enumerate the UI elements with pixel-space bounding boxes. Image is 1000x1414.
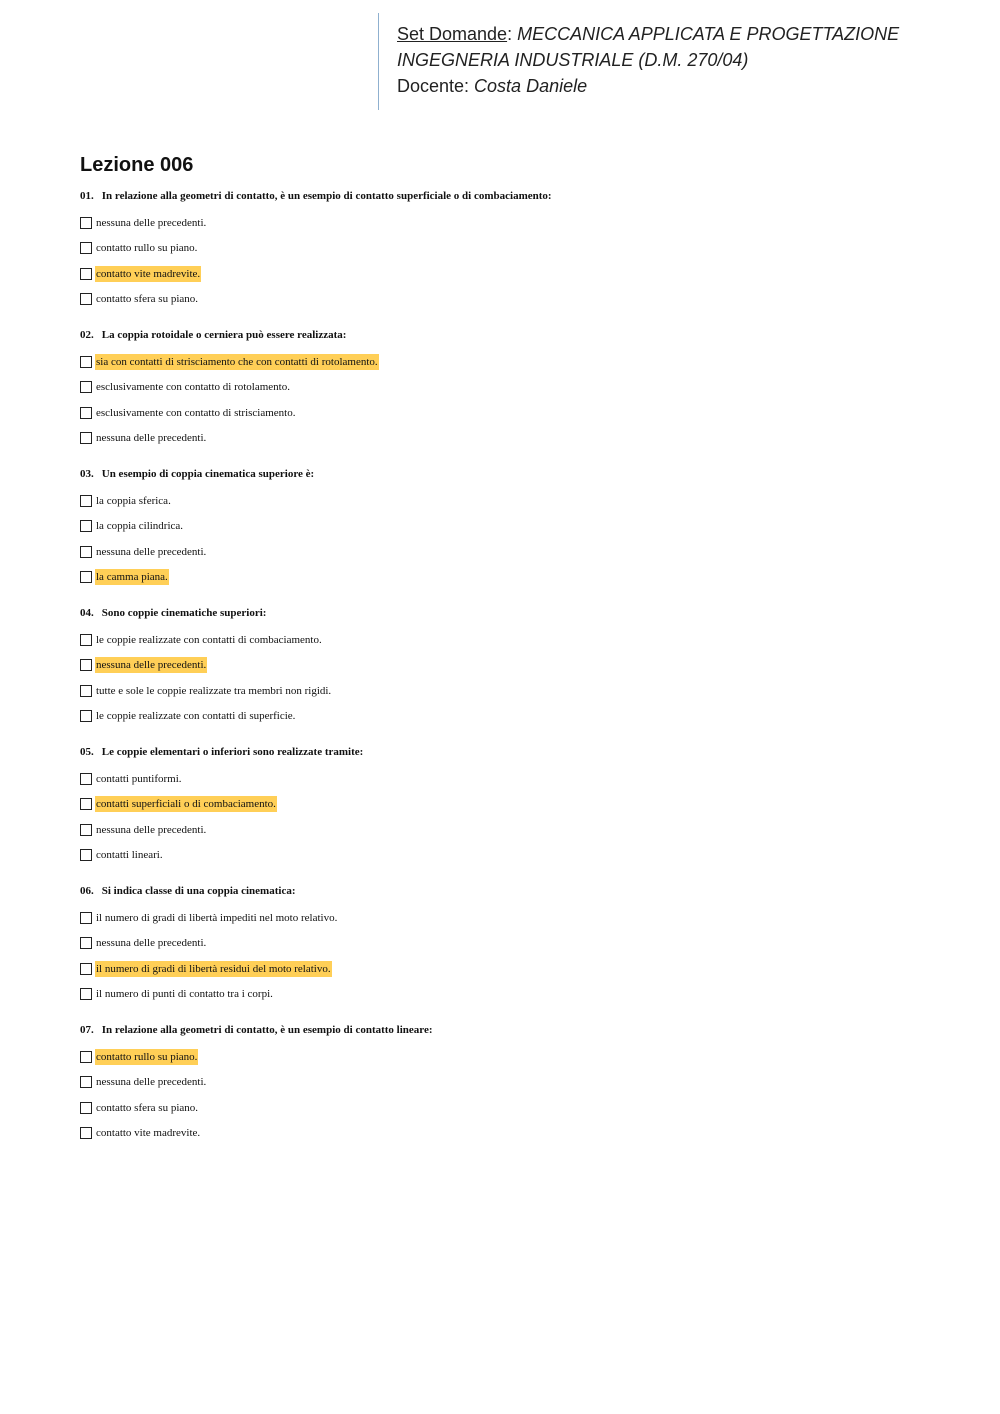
answer-checkbox[interactable] xyxy=(80,824,92,836)
question-number: 01. xyxy=(80,190,94,202)
answer-text: nessuna delle precedenti. xyxy=(96,216,207,229)
answer-text: la coppia cilindrica. xyxy=(96,520,184,533)
set-label: Set Domande xyxy=(397,24,508,44)
answer-option[interactable] xyxy=(80,653,960,679)
answer-checkbox[interactable] xyxy=(80,217,92,229)
answer-checkbox[interactable] xyxy=(80,937,92,949)
answer-option[interactable] xyxy=(80,792,960,818)
highlighted-answer-text: nessuna delle precedenti. xyxy=(96,659,207,672)
answer-checkbox[interactable] xyxy=(80,773,92,785)
answer-text: contatto sfera su piano. xyxy=(96,1101,199,1114)
answer-checkbox[interactable] xyxy=(80,912,92,924)
question-label: Un esempio di coppia cinematica superiore è: xyxy=(101,468,315,480)
answer-checkbox[interactable] xyxy=(80,963,92,975)
answer-text: nessuna delle precedenti. xyxy=(96,1076,207,1089)
answer-checkbox[interactable] xyxy=(80,634,92,646)
answer-option[interactable] xyxy=(80,704,960,730)
question-label: Sono coppie cinematiche superiori: xyxy=(101,607,267,619)
highlighted-answer-text: contatti superficiali o di combaciamento. xyxy=(96,798,276,811)
answer-option[interactable] xyxy=(80,261,960,287)
answer-option[interactable] xyxy=(80,1095,960,1121)
question-number: 04. xyxy=(80,607,94,619)
question-text xyxy=(80,743,960,761)
question-number: 05. xyxy=(80,746,94,758)
question-label: In relazione alla geometri di contatto, è un esempio di contatto superficiale o di combaciamento: xyxy=(101,190,552,202)
question-label: In relazione alla geometri di contatto, è un esempio di contatto lineare: xyxy=(101,1024,433,1036)
answer-checkbox[interactable] xyxy=(80,268,92,280)
question-block xyxy=(80,882,960,1007)
answer-option[interactable] xyxy=(80,426,960,452)
question-label: Si indica classe di una coppia cinematica: xyxy=(101,885,296,897)
highlighted-answer-text: il numero di gradi di libertà residui del moto relativo. xyxy=(96,962,331,975)
answer-text: la coppia sferica. xyxy=(96,494,171,507)
question-block xyxy=(80,187,960,312)
answer-option[interactable] xyxy=(80,1044,960,1070)
answer-option[interactable] xyxy=(80,905,960,931)
header-teacher-line xyxy=(397,73,938,99)
teacher-name: Costa Daniele xyxy=(474,76,588,96)
answer-option[interactable] xyxy=(80,488,960,514)
answer-option[interactable] xyxy=(80,539,960,565)
answer-checkbox[interactable] xyxy=(80,1076,92,1088)
answer-option[interactable] xyxy=(80,236,960,262)
answer-text: tutte e sole le coppie realizzate tra membri non rigidi. xyxy=(96,684,332,697)
question-text xyxy=(80,604,960,622)
question-text xyxy=(80,1021,960,1039)
question-number: 07. xyxy=(80,1024,94,1036)
answer-option[interactable] xyxy=(80,678,960,704)
answer-text: contatto sfera su piano. xyxy=(96,293,199,306)
answer-text: le coppie realizzate con contatti di combaciamento. xyxy=(96,633,322,646)
answer-checkbox[interactable] xyxy=(80,242,92,254)
answer-option[interactable] xyxy=(80,565,960,591)
answer-text: nessuna delle precedenti. xyxy=(96,432,207,445)
answer-option[interactable] xyxy=(80,400,960,426)
answer-option[interactable] xyxy=(80,766,960,792)
answer-text: contatti lineari. xyxy=(96,849,163,862)
question-label: La coppia rotoidale o cerniera può essere realizzata: xyxy=(101,329,347,341)
answer-checkbox[interactable] xyxy=(80,849,92,861)
answer-text: esclusivamente con contatto di strisciamento. xyxy=(96,406,296,419)
answer-checkbox[interactable] xyxy=(80,546,92,558)
set-separator: : xyxy=(507,24,513,44)
answer-text: le coppie realizzate con contatti di superficie. xyxy=(96,710,296,723)
answer-option[interactable] xyxy=(80,1070,960,1096)
answer-checkbox[interactable] xyxy=(80,356,92,368)
answer-checkbox[interactable] xyxy=(80,495,92,507)
course-title-line1: MECCANICA APPLICATA E PROGETTAZIONE xyxy=(517,24,900,44)
question-list xyxy=(80,187,960,1160)
question-number: 06. xyxy=(80,885,94,897)
question-text xyxy=(80,882,960,900)
question-text xyxy=(80,187,960,205)
answer-option[interactable] xyxy=(80,956,960,982)
answer-option[interactable] xyxy=(80,627,960,653)
answer-checkbox[interactable] xyxy=(80,571,92,583)
document-header xyxy=(378,13,938,110)
lesson-title: Lezione 006 xyxy=(80,154,194,176)
highlighted-answer-text: la camma piana. xyxy=(96,571,168,584)
question-block xyxy=(80,604,960,729)
answer-checkbox[interactable] xyxy=(80,988,92,1000)
answer-text: contatti puntiformi. xyxy=(96,772,182,785)
answer-text: il numero di gradi di libertà impediti nel moto relativo. xyxy=(96,911,338,924)
answer-checkbox[interactable] xyxy=(80,659,92,671)
answer-option[interactable] xyxy=(80,375,960,401)
answer-option[interactable] xyxy=(80,287,960,313)
question-label: Le coppie elementari o inferiori sono realizzate tramite: xyxy=(101,746,364,758)
answer-checkbox[interactable] xyxy=(80,1051,92,1063)
answer-text: il numero di punti di contatto tra i corpi. xyxy=(96,988,273,1001)
answer-option[interactable] xyxy=(80,817,960,843)
answer-checkbox[interactable] xyxy=(80,432,92,444)
answer-text: contatto vite madrevite. xyxy=(96,1127,201,1140)
answer-option[interactable] xyxy=(80,210,960,236)
answer-checkbox[interactable] xyxy=(80,685,92,697)
highlighted-answer-text: contatto rullo su piano. xyxy=(96,1050,198,1063)
answer-checkbox[interactable] xyxy=(80,710,92,722)
answer-checkbox[interactable] xyxy=(80,381,92,393)
question-block xyxy=(80,1021,960,1146)
answer-option[interactable] xyxy=(80,931,960,957)
answer-text: esclusivamente con contatto di rotolamento. xyxy=(96,381,290,394)
answer-checkbox[interactable] xyxy=(80,520,92,532)
header-set-line xyxy=(397,21,938,47)
answer-option[interactable] xyxy=(80,1121,960,1147)
highlighted-answer-text: sia con contatti di strisciamento che con contatti di rotolamento. xyxy=(96,355,378,368)
header-course-line xyxy=(397,47,938,73)
answer-checkbox[interactable] xyxy=(80,1127,92,1139)
highlighted-answer-text: contatto vite madrevite. xyxy=(96,267,201,280)
answer-option[interactable] xyxy=(80,843,960,869)
answer-checkbox[interactable] xyxy=(80,407,92,419)
answer-checkbox[interactable] xyxy=(80,293,92,305)
answer-option[interactable] xyxy=(80,982,960,1008)
answer-option[interactable] xyxy=(80,514,960,540)
answer-text: contatto rullo su piano. xyxy=(96,242,198,255)
answer-text: nessuna delle precedenti. xyxy=(96,823,207,836)
question-text xyxy=(80,465,960,483)
question-block xyxy=(80,465,960,590)
answer-checkbox[interactable] xyxy=(80,1102,92,1114)
answer-text: nessuna delle precedenti. xyxy=(96,545,207,558)
course-title-line2: INGEGNERIA INDUSTRIALE (D.M. 270/04) xyxy=(397,50,749,70)
answer-text: nessuna delle precedenti. xyxy=(96,937,207,950)
answer-checkbox[interactable] xyxy=(80,798,92,810)
question-number: 02. xyxy=(80,329,94,341)
teacher-label: Docente: xyxy=(397,76,475,96)
question-block xyxy=(80,326,960,451)
question-number: 03. xyxy=(80,468,94,480)
question-block xyxy=(80,743,960,868)
question-text xyxy=(80,326,960,344)
answer-option[interactable] xyxy=(80,349,960,375)
